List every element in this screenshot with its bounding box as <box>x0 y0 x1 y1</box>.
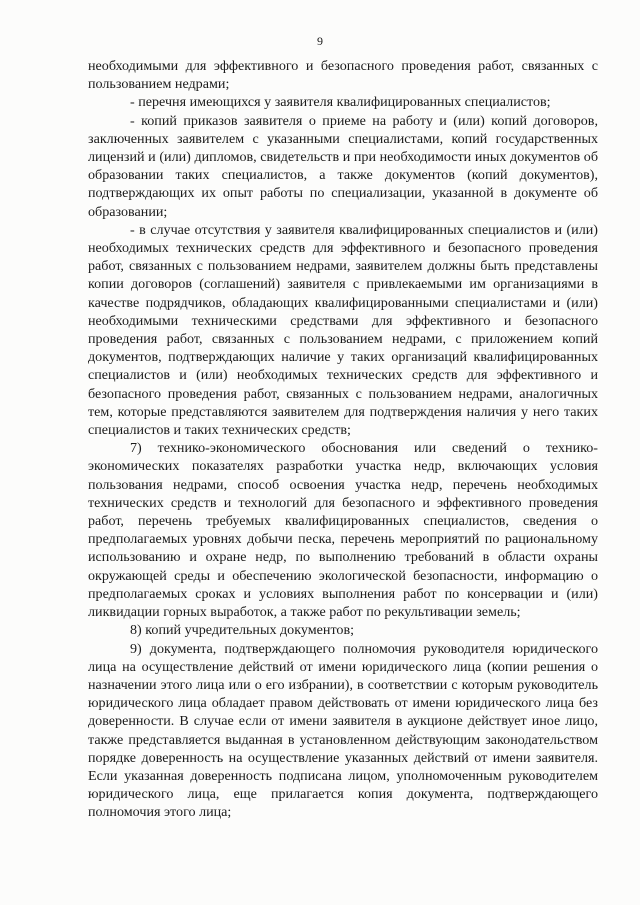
paragraph: - копий приказов заявителя о приеме на работу и (или) копий договоров, заключенных заявителем с указанными специалистами, копий государственных лицензий и (или) дипломов, свидетельств и при необходимости иных документов об образовании таких специалистов, а также документов (копий документов), подтверждающих их опыт работы по специализации, указанной в документе об образовании; <box>88 112 598 220</box>
document-body <box>88 57 598 822</box>
paragraph: 7) технико-экономического обоснования или сведений о технико-экономических показателях разработки участка недр, включающих условия пользования недрами, способ освоения участка недр, перечень необходимых технических средств и технологий для безопасного и эффективного проведения работ, перечень требуемых квалифицированных специалистов, сведения о предполагаемых уровнях добычи песка, перечень мероприятий по рациональному использованию и охране недр, по выполнению требований в области охраны окружающей среды и обеспечению экологической безопасности, информацию о предполагаемых сроках и условиях выполнения работ по консервации и (или) ликвидации горных выработок, а также работ по рекультивации земель; <box>88 440 598 621</box>
paragraph: - в случае отсутствия у заявителя квалифицированных специалистов и (или) необходимых технических средств для эффективного и безопасного проведения работ, связанных с пользованием недрами, заявителем должны быть представлены копии договоров (соглашений) заявителя с привлекаемыми им организациями в качестве подрядчиков, обладающих квалифицированными специалистами и (или) необходимыми техническими средствами для эффективного и безопасного проведения работ, связанных с пользованием недрами, с приложением копий документов, подтверждающих наличие у таких организаций квалифицированных специалистов и (или) необходимых технических средств для эффективного и безопасного проведения работ, связанных с пользованием недрами, аналогичных тем, которые представляются заявителем для подтверждения наличия у него таких специалистов и таких технических средств; <box>88 221 598 439</box>
paragraph: 9) документа, подтверждающего полномочия руководителя юридического лица на осуществление действий от имени юридического лица (копии решения о назначении этого лица или о его избрании), в соответствии с которым руководитель юридического лица обладает правом действовать от имени юридического лица без доверенности. В случае если от имени заявителя в аукционе действует иное лицо, также представляется выданная в установленном действующим законодательством порядке доверенность на осуществление указанных действий от имени заявителя. Если указанная доверенность подписана лицом, уполномоченным руководителем юридического лица, еще прилагается копия документа, подтверждающего полномочия этого лица; <box>88 640 598 821</box>
paragraph: 8) копий учредительных документов; <box>130 622 355 639</box>
paragraph: - перечня имеющихся у заявителя квалифицированных специалистов; <box>130 94 551 111</box>
page-number: 9 <box>317 34 323 48</box>
paragraph: необходимыми для эффективного и безопасного проведения работ, связанных с пользованием недрами; <box>88 58 598 93</box>
